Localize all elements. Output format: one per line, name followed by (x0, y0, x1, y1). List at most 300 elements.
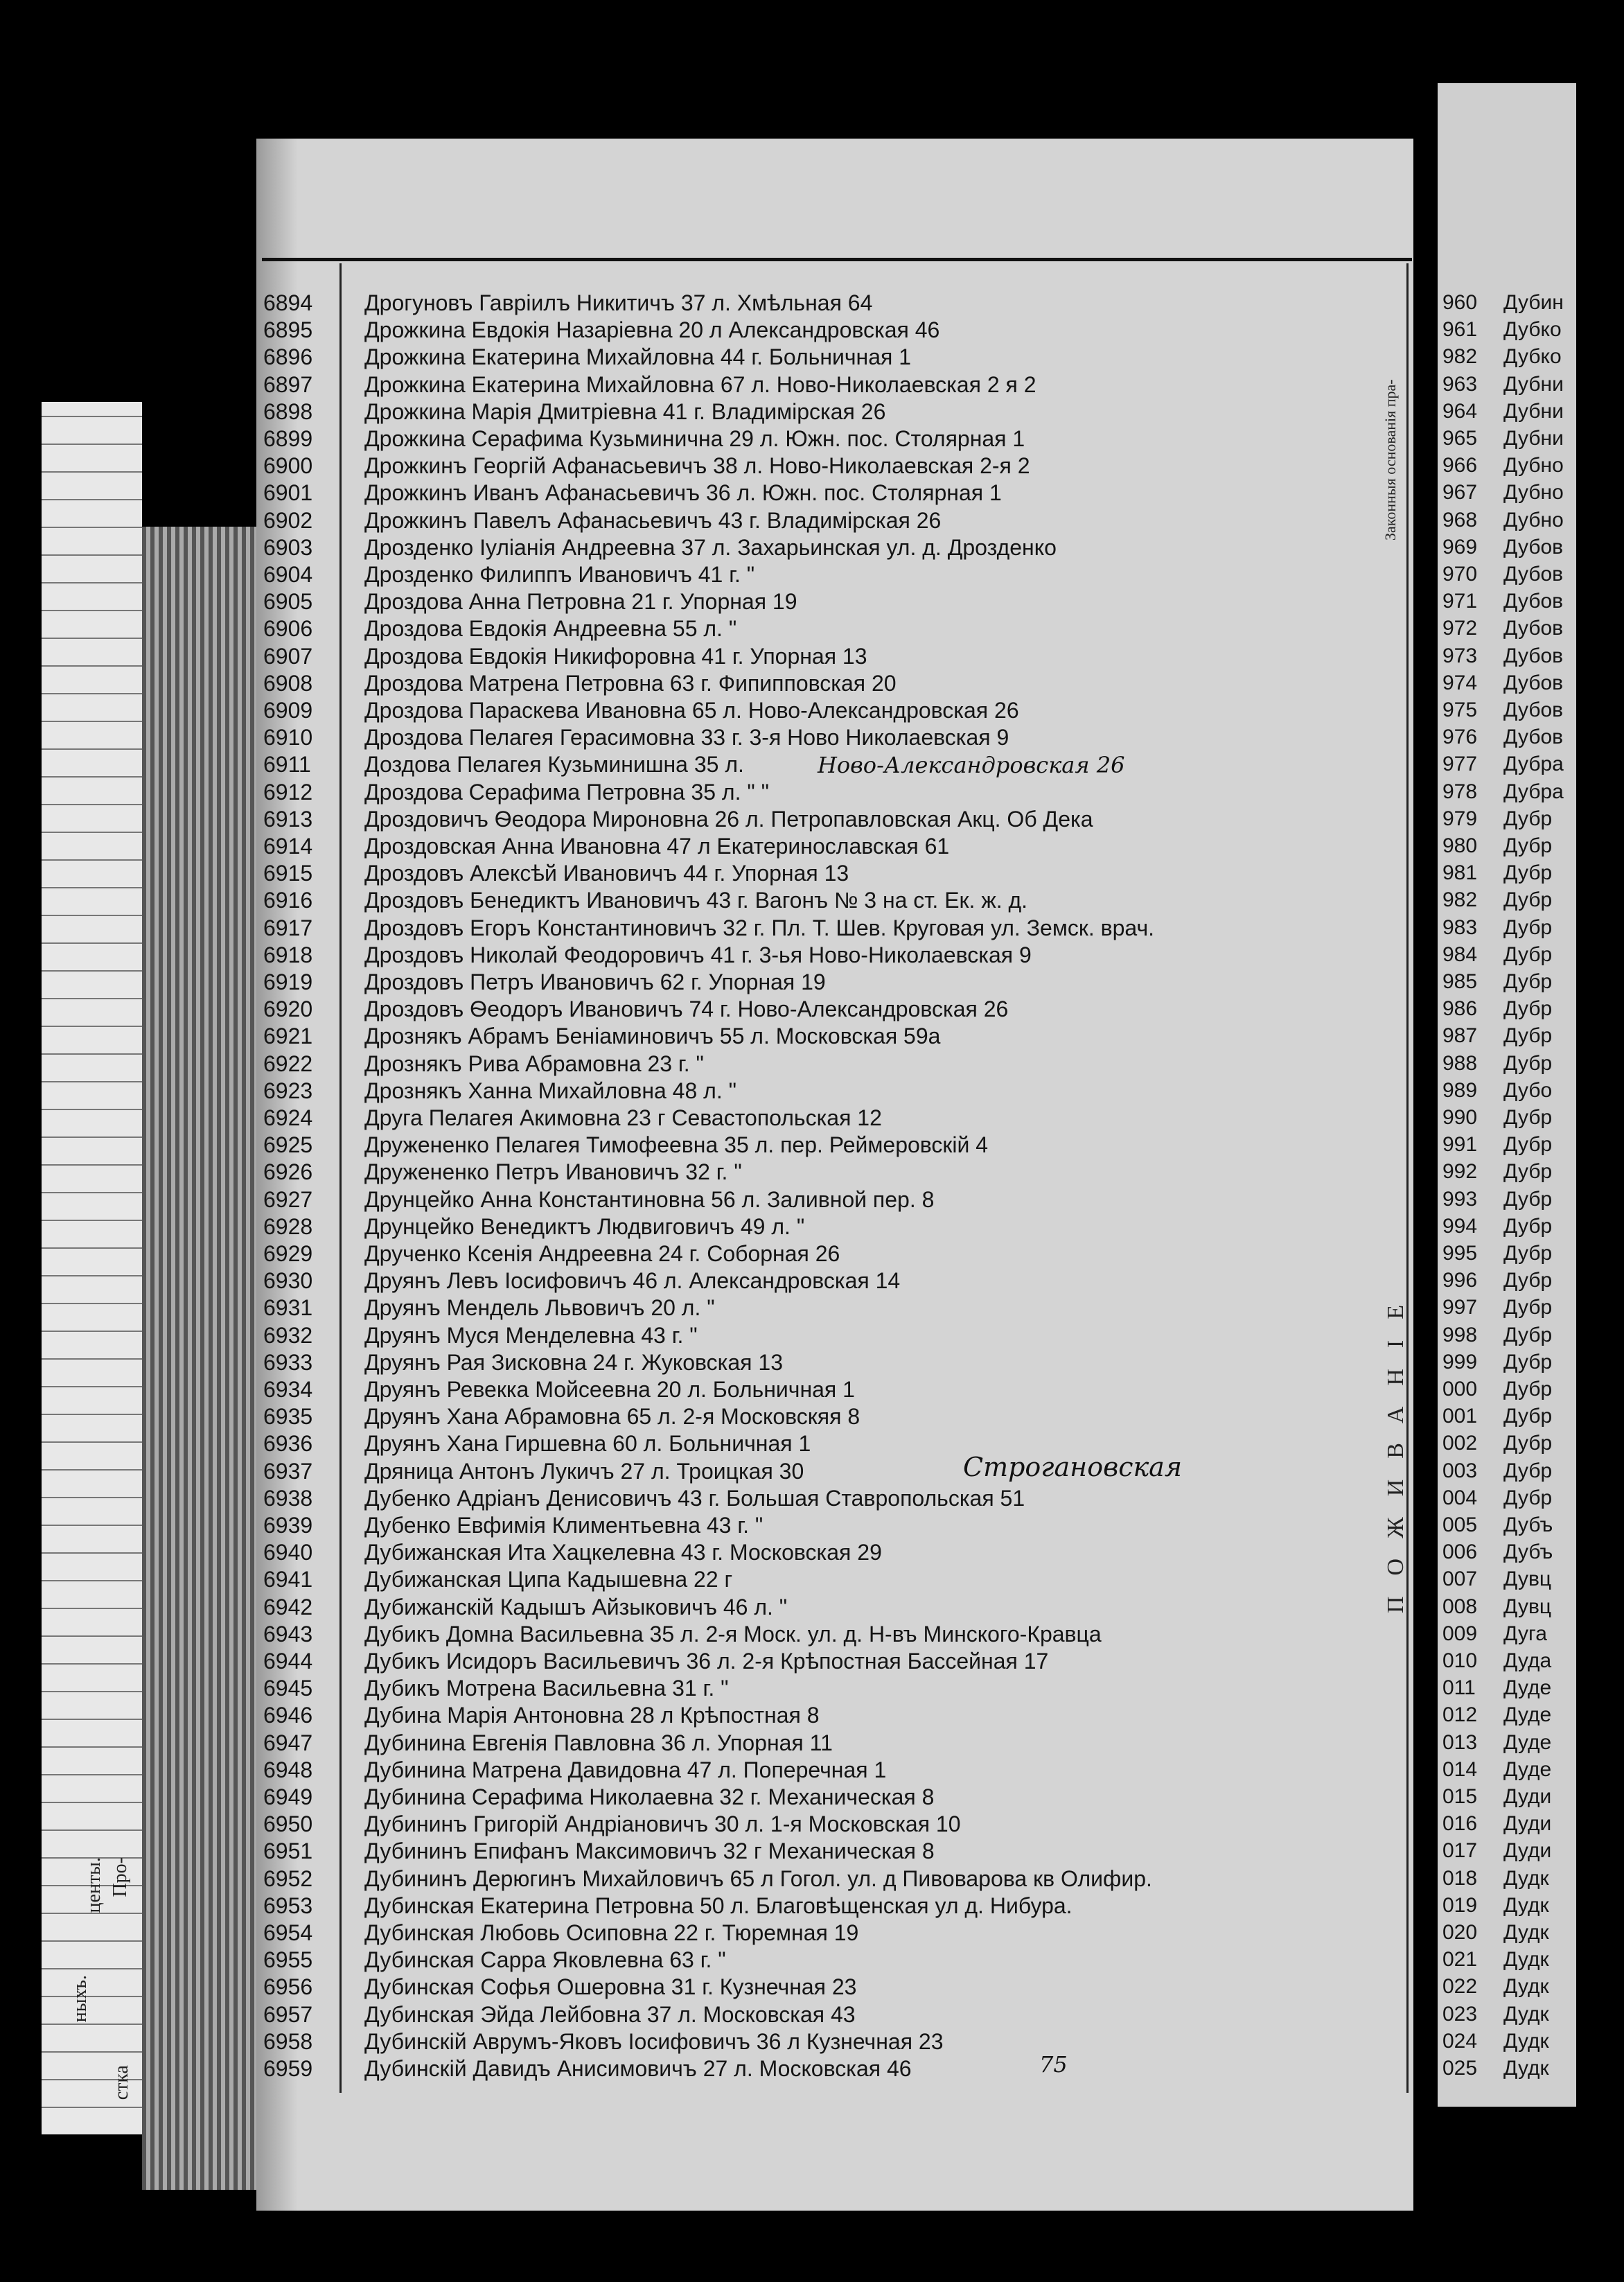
right-row (1442, 887, 1574, 913)
right-row (1442, 1294, 1574, 1321)
handwritten-note-6959: 75 (1039, 2051, 1068, 2078)
entry-text: Дроздова Параскева Ивановна 65 л. Ново-Александровская 26 (364, 698, 1019, 723)
entry-text: Дубижанская Ита Хацкелевна 43 г. Московская 29 (364, 1540, 882, 1565)
right-entry-number: 017 (1442, 1839, 1478, 1863)
right-row (1442, 588, 1574, 615)
entry-text: Дроздова Матрена Петровна 63 г. Фипипповская 20 (364, 670, 897, 696)
right-row (1442, 833, 1574, 859)
entry-text: Друянъ Муся Менделевна 43 г. " (364, 1322, 698, 1348)
right-row (1442, 806, 1574, 832)
right-entry-surname: Дубр (1503, 1242, 1553, 1265)
right-entry-number: 978 (1442, 780, 1478, 803)
right-entry-number: 981 (1442, 861, 1478, 885)
right-row (1442, 453, 1574, 479)
entry-number: 6943 (263, 1621, 313, 1647)
register-row (263, 507, 941, 534)
right-entry-surname: Дубр (1503, 1051, 1553, 1075)
entry-text: Дрознякъ Абрамъ Беніаминовичъ 55 л. Московская 59а (364, 1024, 941, 1049)
right-entry-number: 975 (1442, 699, 1478, 721)
entry-text: Дроздовъ Бенедиктъ Ивановичъ 43 г. Вагонъ № 3 на ст. Ек. ж. д. (364, 888, 1028, 913)
right-entry-surname: Дуде (1503, 1757, 1552, 1781)
right-row (1442, 1702, 1574, 1728)
register-row (263, 724, 1009, 751)
entry-text: Дубинина Матрена Давидовна 47 л. Поперечная 1 (364, 1757, 887, 1782)
right-entry-surname: Дубъ (1503, 1513, 1553, 1536)
right-entry-surname: Дувц (1503, 1595, 1552, 1618)
right-row (1442, 1621, 1574, 1647)
entry-text: Дроздова Пелагея Герасимовна 33 г. 3-я Ново Николаевская 9 (364, 725, 1009, 751)
entry-text: Друянъ Мендель Львовичъ 20 л. " (364, 1295, 715, 1321)
right-entry-number: 964 (1442, 399, 1478, 423)
right-entry-surname: Дубр (1503, 1296, 1553, 1319)
top-rule (262, 258, 1412, 261)
right-row (1442, 643, 1574, 669)
entry-text: Дубикъ Домна Васильевна 35 л. 2-я Моск. ул. д. Н-въ Минского-Кравца (364, 1621, 1102, 1647)
right-row (1442, 915, 1574, 941)
right-entry-surname: Дубр (1503, 1024, 1553, 1048)
right-row (1442, 697, 1574, 723)
vertical-margin-text (1379, 291, 1409, 2058)
right-row (1442, 724, 1574, 751)
entry-text: Дрожкина Марія Дмитріевна 41 г. Владимірская 26 (364, 398, 886, 424)
entry-number: 6929 (263, 1241, 313, 1266)
right-entry-surname: Дубр (1503, 1160, 1553, 1184)
register-row (263, 1458, 804, 1484)
register-row (263, 1349, 783, 1376)
right-entry-number: 969 (1442, 535, 1478, 559)
entry-number: 6902 (263, 507, 313, 533)
entry-text: Дрожкина Екатерина Михайловна 44 г. Больничная 1 (364, 344, 912, 370)
register-row (263, 2001, 856, 2028)
entry-text: Дряница Антонъ Лукичъ 27 л. Троицкая 30 (364, 1458, 804, 1484)
register-row (263, 1105, 882, 1131)
right-entry-surname: Дудк (1503, 1866, 1549, 1890)
entry-number: 6918 (263, 942, 313, 967)
register-row (263, 1920, 858, 1946)
right-row (1442, 2028, 1574, 2055)
right-entry-surname: Дубр (1503, 807, 1553, 830)
right-entry-surname: Дубр (1503, 1350, 1553, 1373)
right-row (1442, 1403, 1574, 1430)
right-entry-number: 008 (1442, 1595, 1478, 1618)
right-entry-number: 007 (1442, 1568, 1478, 1591)
right-entry-number: 006 (1442, 1541, 1478, 1564)
right-entry-number: 016 (1442, 1812, 1478, 1836)
side-label-4: стка (111, 2065, 132, 2100)
entry-number: 6946 (263, 1703, 313, 1728)
right-row (1442, 561, 1574, 588)
right-entry-number: 971 (1442, 590, 1478, 613)
right-entry-number: 022 (1442, 1975, 1478, 1999)
right-row (1442, 2001, 1574, 2028)
right-entry-number: 010 (1442, 1649, 1478, 1672)
right-row (1442, 1838, 1574, 1864)
right-row (1442, 1349, 1574, 1376)
right-entry-number: 980 (1442, 834, 1478, 857)
side-strip-labels (55, 1857, 139, 2148)
entry-text: Дроздовъ Егоръ Константиновичъ 32 г. Пл. Т. Шев. Круговая ул. Земск. врач. (364, 915, 1155, 940)
right-row (1442, 344, 1574, 370)
entry-text: Дубинская Софья Ошеровна 31 г. Кузнечная 23 (364, 1974, 857, 2000)
entry-text: Дрогуновъ Гавріилъ Никитичъ 37 л. Хмѣльная 64 (364, 290, 873, 315)
register-row (263, 1566, 732, 1592)
right-entry-surname: Дудк (1503, 2057, 1549, 2080)
right-entry-number: 970 (1442, 563, 1478, 586)
entry-text: Дубижанскій Кадышъ Айзыковичъ 46 л. " (364, 1594, 788, 1620)
right-row (1442, 751, 1574, 778)
right-entry-number: 991 (1442, 1133, 1478, 1157)
side-label-1: Про- (109, 1857, 131, 1897)
right-row (1442, 942, 1574, 968)
right-row (1442, 1213, 1574, 1240)
register-row (263, 1947, 726, 1973)
entry-text: Дубининъ Григорій Андріановичъ 30 л. 1-я Московская 10 (364, 1811, 961, 1837)
right-entry-surname: Дубов (1503, 617, 1564, 640)
entry-number: 6903 (263, 534, 313, 560)
right-row (1442, 1811, 1574, 1837)
right-entry-surname: Дубъ (1503, 1541, 1553, 1564)
register-row (263, 1485, 1025, 1511)
entry-text: Дроздовъ Алексѣй Ивановичъ 44 г. Упорная 13 (364, 861, 849, 886)
right-entry-number: 005 (1442, 1513, 1478, 1536)
right-row (1442, 1675, 1574, 1701)
register-row (263, 1240, 840, 1267)
entry-text: Дрознякъ Рива Абрамовна 23 г. " (364, 1051, 704, 1076)
entry-number: 6915 (263, 861, 313, 886)
right-row (1442, 1730, 1574, 1756)
entry-number: 6941 (263, 1567, 313, 1592)
right-entry-number: 002 (1442, 1432, 1478, 1455)
right-entry-number: 983 (1442, 915, 1478, 939)
entry-text: Дроздовичъ Ѳеодора Мироновна 26 л. Петропавловская Акц. Об Дека (364, 806, 1093, 832)
page-fold-edges (142, 527, 256, 2190)
right-entry-number: 993 (1442, 1187, 1478, 1211)
register-row (263, 317, 939, 343)
register-row (263, 480, 1002, 506)
entry-text: Дрозденко Іуліанія Андреевна 37 л. Захарьинская ул. д. Дрозденко (364, 534, 1057, 560)
right-entry-number: 982 (1442, 888, 1478, 912)
entry-number: 6925 (263, 1132, 313, 1158)
right-row (1442, 507, 1574, 534)
entry-text: Друнцейко Анна Константиновна 56 л. Заливной пер. 8 (364, 1186, 935, 1212)
entry-text: Дроздова Евдокія Никифоровна 41 г. Упорная 13 (364, 643, 867, 669)
register-row (263, 290, 872, 316)
right-entry-number: 989 (1442, 1078, 1478, 1102)
right-entry-surname: Дубни (1503, 427, 1564, 450)
right-entry-number: 020 (1442, 1921, 1478, 1944)
entry-text: Друянъ Левъ Іосифовичъ 46 л. Александровская 14 (364, 1268, 901, 1294)
entry-number: 6916 (263, 888, 313, 913)
entry-number: 6931 (263, 1295, 313, 1321)
right-entry-number: 019 (1442, 1893, 1478, 1917)
right-row (1442, 1430, 1574, 1457)
entry-number: 6958 (263, 2028, 313, 2054)
entry-number: 6944 (263, 1649, 313, 1674)
right-row (1442, 1485, 1574, 1511)
right-entry-number: 996 (1442, 1269, 1478, 1292)
right-entry-number: 997 (1442, 1296, 1478, 1319)
entry-number: 6923 (263, 1078, 313, 1103)
right-entry-number: 013 (1442, 1730, 1478, 1754)
entry-text: Дубина Марія Антоновна 28 л Крѣпостная 8 (364, 1703, 820, 1728)
entry-number: 6957 (263, 2001, 313, 2027)
register-row (263, 697, 1019, 723)
right-entry-surname: Дуди (1503, 1785, 1552, 1808)
right-entry-number: 004 (1442, 1486, 1478, 1509)
entry-number: 6953 (263, 1893, 313, 1918)
entry-text: Дрознякъ Ханна Михайловна 48 л. " (364, 1078, 736, 1103)
entry-number: 6899 (263, 426, 313, 451)
right-entry-surname: Дубов (1503, 671, 1564, 694)
entry-number: 6911 (263, 752, 311, 778)
right-entry-number: 988 (1442, 1051, 1478, 1075)
right-entry-number: 012 (1442, 1703, 1478, 1727)
register-row (263, 1132, 988, 1158)
right-row (1442, 1458, 1574, 1484)
right-entry-number: 979 (1442, 807, 1478, 830)
register-row (263, 751, 744, 778)
right-entry-surname: Дубов (1503, 699, 1564, 721)
register-row (263, 1838, 935, 1864)
entry-number: 6949 (263, 1784, 313, 1809)
right-entry-surname: Дудк (1503, 2029, 1549, 2053)
entry-number: 6940 (263, 1540, 313, 1565)
entry-number: 6904 (263, 562, 313, 587)
right-row (1442, 1105, 1574, 1131)
entry-number: 6954 (263, 1920, 313, 1945)
entry-text: Дубинская Эйда Лейбовна 37 л. Московская 43 (364, 2001, 856, 2027)
right-entry-surname: Дубра (1503, 780, 1564, 803)
entry-number: 6947 (263, 1730, 313, 1755)
right-row (1442, 1866, 1574, 1892)
right-entry-number: 999 (1442, 1350, 1478, 1373)
entry-text: Дрожкинъ Георгій Афанасьевичъ 38 л. Ново-Николаевская 2-я 2 (364, 453, 1030, 479)
entry-number: 6927 (263, 1186, 313, 1212)
right-entry-number: 009 (1442, 1622, 1478, 1645)
right-entry-number: 976 (1442, 726, 1478, 749)
entry-text: Дубикъ Мотрена Васильевна 31 г. " (364, 1676, 729, 1701)
right-entry-surname: Дубин (1503, 291, 1564, 314)
register-row (263, 1322, 698, 1349)
entry-number: 6921 (263, 1024, 313, 1049)
entry-number: 6924 (263, 1105, 313, 1130)
register-row (263, 996, 1008, 1022)
entry-number: 6894 (263, 290, 313, 315)
entry-number: 6922 (263, 1051, 313, 1076)
right-row (1442, 1376, 1574, 1403)
right-entry-surname: Дубр (1503, 1106, 1553, 1129)
right-entry-surname: Дубов (1503, 590, 1564, 613)
right-entry-number: 982 (1442, 345, 1478, 369)
right-row (1442, 290, 1574, 316)
right-entry-number: 998 (1442, 1323, 1478, 1346)
right-entry-surname: Дудк (1503, 2002, 1549, 2026)
register-row (263, 2028, 944, 2055)
register-row (263, 860, 849, 886)
right-entry-surname: Дубов (1503, 726, 1564, 749)
entry-number: 6930 (263, 1268, 313, 1294)
entry-number: 6901 (263, 480, 313, 506)
right-row (1442, 534, 1574, 561)
right-row (1442, 371, 1574, 398)
right-entry-surname: Дубно (1503, 481, 1564, 504)
register-row (263, 1213, 804, 1240)
entry-number: 6955 (263, 1947, 313, 1973)
entry-text: Дубинскій Аврумъ-Яковъ Іосифовичъ 36 л Кузнечная 23 (364, 2028, 944, 2054)
entry-number: 6945 (263, 1676, 313, 1701)
right-entry-surname: Дубр (1503, 1187, 1553, 1211)
register-row (263, 1186, 934, 1213)
right-row (1442, 1240, 1574, 1267)
entry-text: Дубининъ Епифанъ Максимовичъ 32 г Механическая 8 (364, 1838, 935, 1864)
right-entry-surname: Дудк (1503, 1975, 1549, 1999)
right-row (1442, 996, 1574, 1022)
right-row (1442, 1322, 1574, 1349)
register-row (263, 1078, 736, 1104)
right-entry-number: 990 (1442, 1106, 1478, 1129)
register-row (263, 1539, 882, 1565)
entry-text: Дроздовъ Ѳеодоръ Ивановичъ 74 г. Ново-Александровская 26 (364, 997, 1009, 1022)
entry-text: Дубижанская Ципа Кадышевна 22 г (364, 1567, 733, 1592)
right-row (1442, 969, 1574, 995)
right-entry-surname: Дудк (1503, 1921, 1549, 1944)
entry-text: Дрожкинъ Павелъ Афанасьевичъ 43 г. Владимірская 26 (364, 507, 942, 533)
right-entry-number: 960 (1442, 291, 1478, 314)
entry-number: 6909 (263, 698, 313, 723)
right-entry-number: 024 (1442, 2029, 1478, 2053)
right-entry-number: 985 (1442, 970, 1478, 993)
entry-number: 6919 (263, 969, 313, 994)
entry-number: 6952 (263, 1866, 313, 1891)
entry-text: Дружененко Петръ Ивановичъ 32 г. " (364, 1159, 742, 1185)
entry-text: Дубикъ Исидоръ Васильевичъ 36 л. 2-я Крѣпостная Бассейная 17 (364, 1649, 1049, 1674)
register-row (263, 561, 754, 588)
right-entry-number: 974 (1442, 671, 1478, 694)
register-row (263, 1051, 704, 1077)
register-row (263, 1430, 811, 1457)
register-row (263, 1675, 728, 1701)
right-row (1442, 1594, 1574, 1620)
right-entry-number: 967 (1442, 481, 1478, 504)
right-entry-surname: Дубр (1503, 1486, 1553, 1509)
register-row (263, 942, 1032, 968)
right-entry-surname: Дубр (1503, 1405, 1553, 1428)
register-row (263, 1730, 833, 1756)
register-row (263, 887, 1027, 913)
right-entry-surname: Дубр (1503, 970, 1553, 993)
right-entry-number: 968 (1442, 508, 1478, 532)
side-label-2: центы. (83, 1857, 105, 1913)
right-entry-surname: Дубов (1503, 644, 1564, 667)
entry-number: 6942 (263, 1594, 313, 1620)
right-entry-surname: Дубов (1503, 535, 1564, 559)
handwritten-note-6937: Строгановская (963, 1452, 1182, 1482)
right-row (1442, 1267, 1574, 1294)
entry-number: 6936 (263, 1431, 313, 1457)
right-row (1442, 1078, 1574, 1104)
register-row (263, 1594, 787, 1620)
entry-text: Друянъ Хана Абрамовна 65 л. 2-я Московскяя 8 (364, 1404, 860, 1430)
entry-text: Дроздова Анна Петровна 21 г. Упорная 19 (364, 589, 797, 615)
register-row (263, 1866, 1152, 1892)
entry-text: Дрожкина Серафима Кузьминична 29 л. Южн. пос. Столярная 1 (364, 426, 1025, 451)
right-entry-surname: Дубр (1503, 861, 1553, 885)
entry-number: 6932 (263, 1322, 313, 1348)
right-entry-number: 987 (1442, 1024, 1478, 1048)
register-row (263, 588, 797, 615)
right-row (1442, 1784, 1574, 1810)
right-row (1442, 1051, 1574, 1077)
entry-text: Дроздовъ Николай Феодоровичъ 41 г. 3-ья Ново-Николаевская 9 (364, 942, 1032, 967)
right-row (1442, 1023, 1574, 1049)
right-entry-surname: Дубр (1503, 942, 1553, 966)
right-entry-number: 972 (1442, 617, 1478, 640)
register-row (263, 615, 736, 642)
entry-number: 6908 (263, 670, 313, 696)
register-row (263, 670, 897, 696)
right-entry-number: 011 (1442, 1676, 1476, 1700)
entry-number: 6900 (263, 453, 313, 479)
right-row (1442, 1974, 1574, 2000)
entry-text: Дубинскій Давидъ Анисимовичъ 27 л. Московская 46 (364, 2056, 912, 2081)
entry-number: 6928 (263, 1213, 313, 1239)
entry-text: Доздова Пелагея Кузьминишна 35 л. (364, 752, 744, 778)
entry-text: Дроздова Евдокія Андреевна 55 л. " (364, 616, 737, 642)
entry-number: 6933 (263, 1349, 313, 1375)
right-entry-number: 003 (1442, 1459, 1478, 1482)
right-entry-surname: Дудк (1503, 1948, 1549, 1972)
register-row (263, 1023, 940, 1049)
entry-number: 6897 (263, 371, 313, 397)
register-row (263, 1621, 1102, 1647)
entry-text: Дубинская Любовь Осиповна 22 г. Тюремная 19 (364, 1920, 859, 1945)
entry-text: Дубинская Екатерина Петровна 50 л. Благовѣщенская ул д. Нибура. (364, 1893, 1073, 1918)
entry-text: Дубинина Серафима Николаевна 32 г. Механическая 8 (364, 1784, 935, 1809)
entry-text: Друянъ Хана Гиршевна 60 л. Больничная 1 (364, 1431, 811, 1457)
handwritten-note-6911: Ново-Александровская 26 (818, 752, 1125, 778)
entry-text: Дубенко Адріанъ Денисовичъ 43 г. Большая Ставропольская 51 (364, 1485, 1025, 1511)
entry-number: 6914 (263, 834, 313, 859)
right-row (1442, 779, 1574, 805)
register-row (263, 371, 1036, 398)
entry-number: 6895 (263, 317, 313, 343)
register-row (263, 1893, 1073, 1919)
right-entry-number: 995 (1442, 1242, 1478, 1265)
right-entry-number: 977 (1442, 753, 1478, 776)
right-entry-surname: Дубо (1503, 1078, 1553, 1102)
register-row (263, 1159, 742, 1185)
right-entry-surname: Дубр (1503, 1378, 1553, 1401)
right-entry-surname: Дуга (1503, 1622, 1547, 1645)
register-row (263, 1974, 856, 2000)
right-row (1442, 1757, 1574, 1783)
right-entry-number: 014 (1442, 1757, 1478, 1781)
register-row (263, 969, 826, 995)
entry-text: Дубининъ Дерюгинъ Михайловичъ 65 л Гогол. ул. д Пивоварова кв Олифир. (364, 1866, 1152, 1891)
entry-number: 6912 (263, 779, 313, 805)
vertical-heading: Законныя основанія пра- (1382, 379, 1399, 541)
right-entry-surname: Дубр (1503, 1133, 1553, 1157)
right-entry-number: 025 (1442, 2057, 1478, 2080)
entry-text: Дубенко Евфимія Климентьевна 43 г. " (364, 1513, 764, 1538)
right-row (1442, 317, 1574, 343)
right-row (1442, 1539, 1574, 1565)
entry-text: Дрожкина Екатерина Михайловна 67 л. Ново-Николаевская 2 я 2 (364, 371, 1036, 397)
entry-number: 6939 (263, 1513, 313, 1538)
entry-number: 6938 (263, 1485, 313, 1511)
entry-text: Дроздова Серафима Петровна 35 л. " " (364, 779, 769, 805)
entry-number: 6906 (263, 616, 313, 642)
